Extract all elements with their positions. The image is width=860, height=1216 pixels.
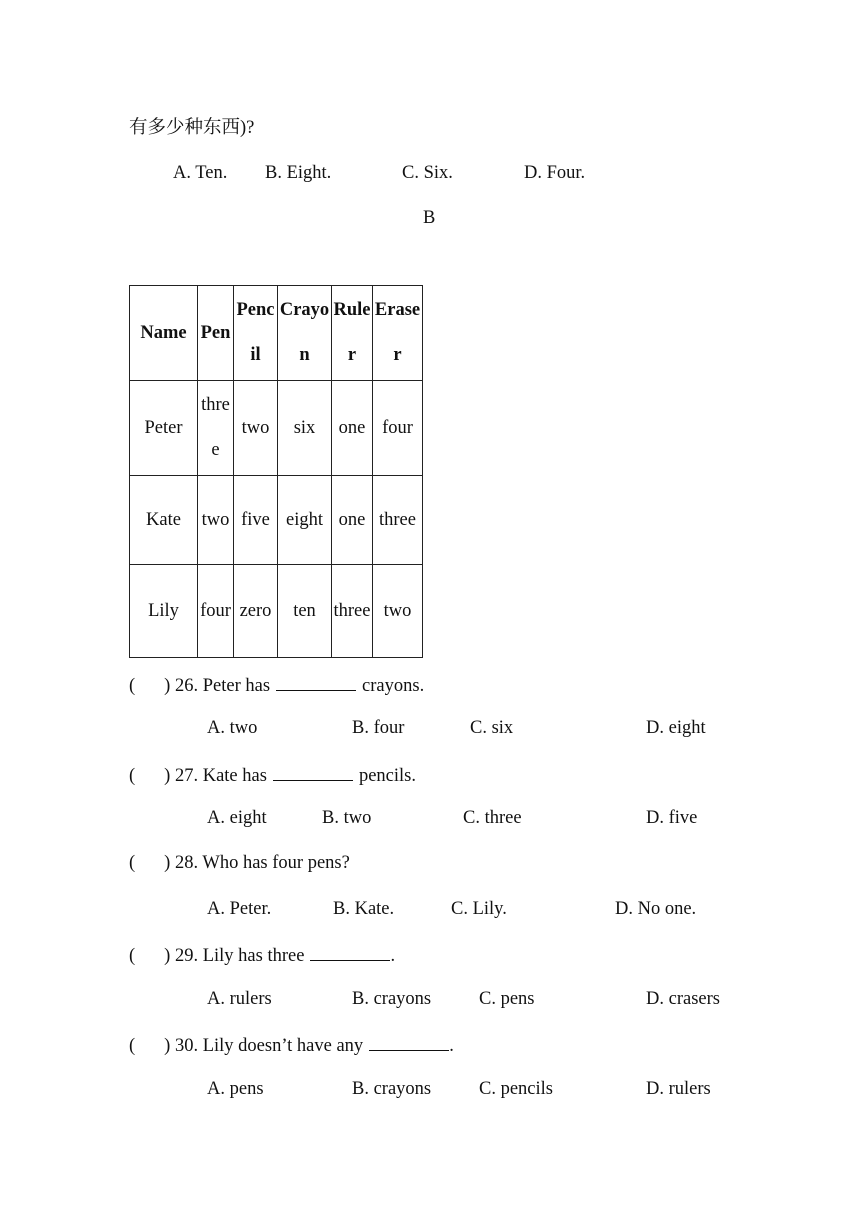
- table-cell: four: [198, 565, 234, 658]
- table-cell: eight: [278, 476, 332, 565]
- answer-blank: [310, 942, 390, 961]
- intro-option-a: A. Ten.: [173, 163, 228, 183]
- stationery-table: [129, 285, 423, 658]
- q30-option-c: C. pencils: [479, 1079, 553, 1099]
- answer-paren-open: (: [129, 1036, 136, 1056]
- table-header-cell: Eraser: [373, 286, 423, 381]
- question-text: 26. Peter has: [174, 676, 271, 696]
- q29-option-d: D. crasers: [646, 989, 720, 1009]
- question-text-after: .: [449, 1036, 454, 1056]
- table-cell: Kate: [130, 476, 198, 565]
- answer-blank: [369, 1032, 449, 1051]
- q28-option-d: D. No one.: [615, 899, 697, 919]
- table-cell: three: [373, 476, 423, 565]
- answer-paren-open: (: [129, 676, 136, 696]
- answer-blank: [273, 762, 353, 781]
- table-cell: Peter: [130, 381, 198, 476]
- q27-option-b: B. two: [322, 808, 372, 828]
- intro-option-d: D. Four.: [524, 163, 586, 183]
- table-header-row: [130, 286, 423, 381]
- question-29: [129, 942, 395, 967]
- question-text-after: .: [390, 946, 396, 966]
- table-row: [130, 476, 423, 565]
- answer-paren-close: ): [164, 1036, 171, 1056]
- table-row: [130, 565, 423, 658]
- table-cell: ten: [278, 565, 332, 658]
- question-tail: 有多少种东西)?: [129, 118, 255, 138]
- table-header-cell: Crayon: [278, 286, 332, 381]
- q28-option-b: B. Kate.: [333, 899, 395, 919]
- table-cell: three: [332, 565, 373, 658]
- q29-option-a: A. rulers: [207, 989, 272, 1009]
- table-cell: zero: [234, 565, 278, 658]
- q26-option-b: B. four: [352, 718, 405, 738]
- question-30: [129, 1032, 454, 1057]
- answer-blank: [276, 672, 356, 691]
- table-cell: six: [278, 381, 332, 476]
- question-text: 28. Who has four pens?: [174, 853, 350, 873]
- table-header-cell: Pencil: [234, 286, 278, 381]
- question-text: 29. Lily has three: [174, 946, 305, 966]
- question-28: [129, 852, 350, 874]
- answer-paren-close: ): [164, 676, 171, 696]
- answer-paren-open: (: [129, 766, 136, 786]
- q27-option-c: C. three: [463, 808, 522, 828]
- q30-option-d: D. rulers: [646, 1079, 711, 1099]
- q27-option-a: A. eight: [207, 808, 267, 828]
- question-text-after: pencils.: [358, 766, 416, 786]
- section-label: B: [423, 208, 436, 228]
- question-27: [129, 762, 416, 787]
- question-text: 30. Lily doesn’t have any: [174, 1036, 364, 1056]
- table-header-cell: Name: [130, 286, 198, 381]
- table-cell: five: [234, 476, 278, 565]
- q28-option-a: A. Peter.: [207, 899, 272, 919]
- table-row: [130, 381, 423, 476]
- question-text: 27. Kate has: [174, 766, 267, 786]
- q28-option-c: C. Lily.: [451, 899, 507, 919]
- q26-option-c: C. six: [470, 718, 514, 738]
- q30-option-a: A. pens: [207, 1079, 264, 1099]
- table-cell: one: [332, 381, 373, 476]
- q29-option-b: B. crayons: [352, 989, 432, 1009]
- table-cell: one: [332, 476, 373, 565]
- intro-option-c: C. Six.: [402, 163, 453, 183]
- table-cell: two: [234, 381, 278, 476]
- q30-option-b: B. crayons: [352, 1079, 432, 1099]
- q26-option-a: A. two: [207, 718, 258, 738]
- question-text-after: crayons.: [362, 676, 425, 696]
- answer-paren-open: (: [129, 853, 136, 873]
- answer-paren-close: ): [164, 946, 171, 966]
- q26-option-d: D. eight: [646, 718, 706, 738]
- table-cell: four: [373, 381, 423, 476]
- table-cell: three: [198, 381, 234, 476]
- table-header-cell: Ruler: [332, 286, 373, 381]
- table-cell: two: [198, 476, 234, 565]
- table-header-cell: Pen: [198, 286, 234, 381]
- q27-option-d: D. five: [646, 808, 698, 828]
- table-cell: two: [373, 565, 423, 658]
- table-cell: Lily: [130, 565, 198, 658]
- intro-option-b: B. Eight.: [265, 163, 332, 183]
- answer-paren-close: ): [164, 853, 171, 873]
- q29-option-c: C. pens: [479, 989, 535, 1009]
- answer-paren-open: (: [129, 946, 136, 966]
- question-26: [129, 672, 424, 697]
- answer-paren-close: ): [164, 766, 171, 786]
